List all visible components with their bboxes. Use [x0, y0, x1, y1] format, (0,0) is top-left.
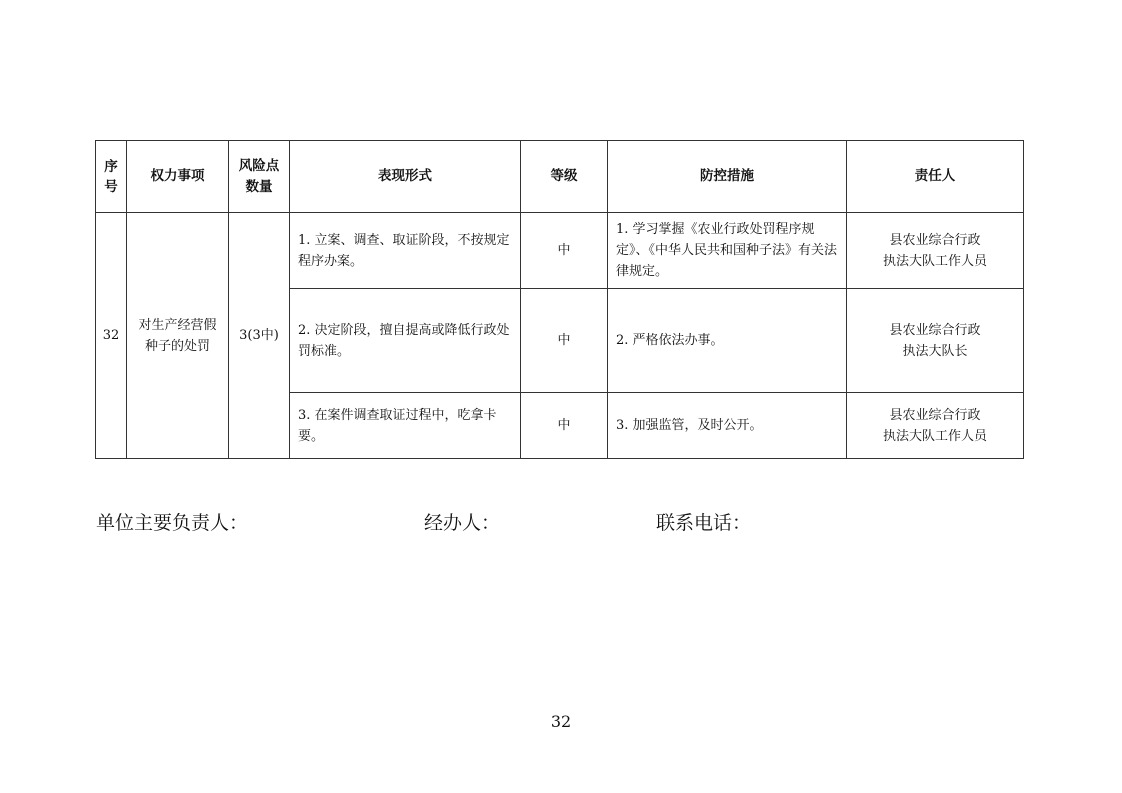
- manifestation-cell: 3. 在案件调查取证过程中，吃拿卡要。: [290, 393, 521, 459]
- header-risk-count: 风险点 数量: [229, 141, 290, 213]
- table-row: [96, 213, 1024, 289]
- phone-label: 联系电话：: [656, 512, 752, 534]
- measures-cell: 3. 加强监管，及时公开。: [608, 393, 847, 459]
- header-measures: 防控措施: [608, 141, 847, 213]
- responsible-cell: 县农业综合行政 执法大队工作人员: [847, 213, 1024, 289]
- manifestation-cell: 2. 决定阶段，擅自提高或降低行政处罚标准。: [290, 289, 521, 393]
- header-seq: 序 号: [96, 141, 127, 213]
- responsible-cell: 县农业综合行政 执法大队长: [847, 289, 1024, 393]
- level-cell: 中: [521, 393, 608, 459]
- header-manifestation: 表现形式: [290, 141, 521, 213]
- header-level: 等级: [521, 141, 608, 213]
- level-cell: 中: [521, 213, 608, 289]
- power-item-cell: 对生产经营假种子的处罚: [127, 213, 229, 459]
- handler-label: 经办人：: [424, 512, 501, 534]
- manifestation-cell: 1. 立案、调查、取证阶段，不按规定程序办案。: [290, 213, 521, 289]
- page-number: 32: [550, 712, 572, 731]
- header-responsible: 责任人: [847, 141, 1024, 213]
- measures-cell: 1. 学习掌握《农业行政处罚程序规定》、《中华人民共和国种子法》有关法律规定。: [608, 213, 847, 289]
- measures-cell: 2. 严格依法办事。: [608, 289, 847, 393]
- unit-head-label: 单位主要负责人：: [96, 512, 249, 534]
- signature-footer: [96, 508, 996, 538]
- seq-cell: 32: [96, 213, 127, 459]
- risk-count-cell: 3(3中): [229, 213, 290, 459]
- responsible-cell: 县农业综合行政 执法大队工作人员: [847, 393, 1024, 459]
- header-power-item: 权力事项: [127, 141, 229, 213]
- table-header-row: [96, 141, 1024, 213]
- risk-table: [95, 140, 1024, 459]
- level-cell: 中: [521, 289, 608, 393]
